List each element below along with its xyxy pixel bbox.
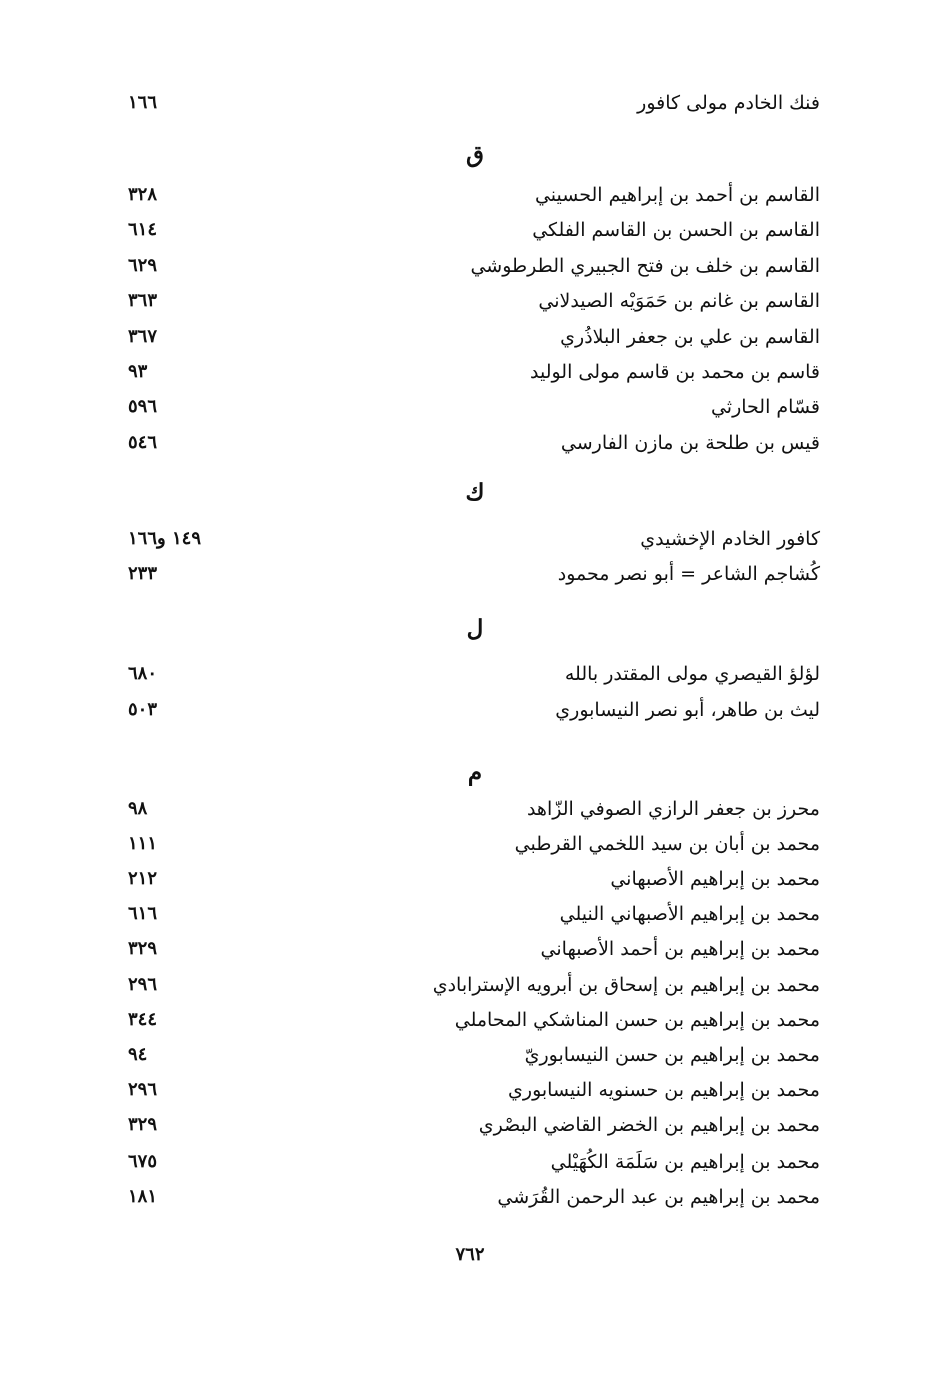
entry-page: ٣٤٤ [128,1009,158,1030]
entry-name: قيس بن طلحة بن مازن الفارسي [560,432,820,454]
entry-page: ٥٠٣ [128,699,158,720]
entry-name: كافور الخادم الإخشيدي [640,528,820,550]
index-entry [120,1038,820,1072]
entry-name: محمد بن إبراهيم بن حسن النيسابوريّ [524,1044,820,1066]
section-letter: ق [466,141,484,168]
entry-name: محمد بن إبراهيم بن الخضر القاضي البصْري [478,1114,820,1136]
entry-name: كُشاجم الشاعر = أبو نصر محمود [557,563,820,585]
entry-page: ٦٧٥ [128,1151,158,1172]
index-entry [120,426,820,460]
entry-page: ٩٨ [128,798,148,819]
entry-page: ٣٢٩ [128,1114,158,1135]
entry-name: القاسم بن الحسن بن القاسم الفلكي [532,219,820,241]
entry-page: ٦٨٠ [128,663,158,684]
entry-page: ١١١ [128,833,158,854]
entry-name: محمد بن إبراهيم بن حسنويه النيسابوري [508,1079,820,1101]
section-letter: ل [466,615,484,642]
entry-page: ٣٢٩ [128,938,158,959]
entry-name: لؤلؤ القيصري مولى المقتدر بالله [564,663,820,685]
entry-name: قسّام الحارثي [710,396,820,418]
entry-page: ٩٤ [128,1044,148,1065]
index-entry [120,932,820,966]
entry-name: القاسم بن أحمد بن إبراهيم الحسيني [534,184,820,206]
index-entry [120,693,820,727]
entry-name: ليث بن طاهر، أبو نصر النيسابوري [555,699,820,721]
entry-name: القاسم بن غانم بن حَمَوَيْه الصيدلاني [538,290,820,312]
index-entry [120,86,820,120]
index-entry [120,284,820,318]
entry-page: ١٦٦ [128,92,158,113]
index-entry [120,249,820,283]
entry-name: محرز بن جعفر الرازي الصوفي الزّاهد [526,798,820,820]
entry-name: محمد بن إبراهيم بن عبد الرحمن القُرَشي [497,1186,820,1208]
index-entry [120,390,820,424]
entry-page: ٦١٤ [128,219,158,240]
index-entry [120,320,820,354]
index-entry [120,178,820,212]
entry-page: ٣٦٧ [128,326,158,347]
entry-name: محمد بن إبراهيم الأصبهاني [610,868,820,890]
entry-page: ٥٩٦ [128,396,158,417]
entry-name: القاسم بن خلف بن فتح الجبيري الطرطوشي [470,255,820,277]
index-entry [120,1108,820,1142]
page-number: ٧٦٢ [455,1244,485,1265]
index-entry [120,827,820,861]
entry-name: محمد بن أبان بن سيد اللخمي القرطبي [514,833,820,855]
entry-page: ١٨١ [128,1186,158,1207]
entry-page: ٥٤٦ [128,432,158,453]
index-entry [120,355,820,389]
entry-page: ٢١٢ [128,868,158,889]
entry-page: ٣٦٣ [128,290,158,311]
entry-page: ١٤٩ و١٦٦ [128,528,201,549]
index-entry [120,1180,820,1214]
entry-name: محمد بن إبراهيم بن سَلَمَة الكُهَيْلي [550,1151,820,1173]
index-entry [120,862,820,896]
index-entry [120,557,820,591]
index-entry [120,1145,820,1179]
entry-page: ٢٣٣ [128,563,158,584]
entry-name: محمد بن إبراهيم بن إسحاق بن أبرويه الإسترابادي [432,974,820,996]
entry-name: القاسم بن علي بن جعفر البلاذُري [560,326,820,348]
entry-name: فنك الخادم مولى كافور [637,92,820,114]
entry-name: محمد بن إبراهيم بن أحمد الأصبهاني [540,938,820,960]
entry-page: ٦١٦ [128,903,158,924]
entry-page: ٦٢٩ [128,255,158,276]
index-entry [120,657,820,691]
index-entry [120,1003,820,1037]
section-letter: ك [465,479,485,506]
index-entry [120,213,820,247]
entry-page: ٢٩٦ [128,974,158,995]
entry-page: ٣٢٨ [128,184,158,205]
index-entry [120,968,820,1002]
section-letter: م [467,759,483,786]
index-entry [120,1073,820,1107]
entry-name: محمد بن إبراهيم بن حسن المناشكي المحاملي [454,1009,820,1031]
entry-page: ٢٩٦ [128,1079,158,1100]
entry-name: قاسم بن محمد بن قاسم مولى الوليد [529,361,820,383]
index-entry [120,792,820,826]
index-entry [120,897,820,931]
entry-name: محمد بن إبراهيم الأصبهاني النيلي [559,903,820,925]
entry-page: ٩٣ [128,361,148,382]
index-entry [120,522,820,556]
